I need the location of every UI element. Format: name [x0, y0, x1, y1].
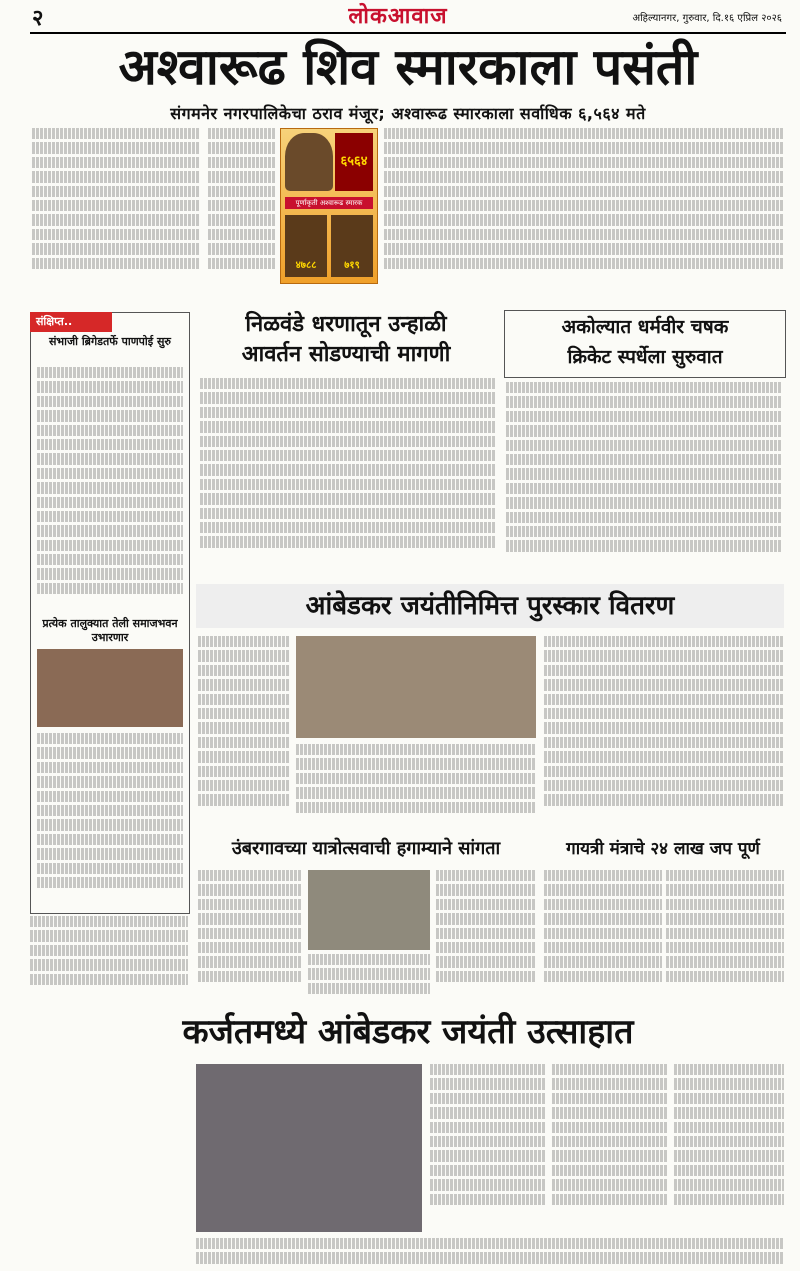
- karjat-footer-lines: [196, 1238, 784, 1268]
- gayatri-col2: [666, 870, 784, 996]
- brief-2-body: [37, 733, 183, 907]
- page-number: २: [32, 6, 44, 31]
- ambedkar-award-col1: [198, 636, 290, 826]
- gayatri-col1: [544, 870, 662, 996]
- masthead-logo: लोकआवाज: [348, 4, 448, 29]
- briefs-label: संक्षिप्त..: [30, 312, 112, 332]
- gayatri-headline: गायत्री मंत्राचे २४ लाख जप पूर्ण: [566, 839, 760, 859]
- ambedkar-award-headline: आंबेडकर जयंतीनिमित्त पुरस्कार वितरण: [196, 584, 784, 628]
- brief-2-title: प्रत्येक तालुक्यात तेली समाजभवन उभारणार: [42, 617, 178, 644]
- ambedkar-award-col3: [544, 636, 784, 826]
- brief-1-body: [37, 367, 183, 609]
- poster-votes-main: ६५६४: [335, 133, 373, 191]
- award-ceremony-photo: [296, 636, 536, 738]
- shivaji-memorial-poster: [280, 128, 378, 284]
- wrestling-photo: [308, 870, 430, 950]
- poster-votes-left: ४७८८: [285, 215, 327, 277]
- lead-headline: अश्वारूढ शिव स्मारकाला पसंती: [118, 37, 698, 96]
- brief-1-title: संभाजी ब्रिगेडतर्फे पाणपोई सुरु: [48, 335, 172, 348]
- lead-column-3: [384, 128, 784, 286]
- lead-column-1: [32, 128, 200, 286]
- equestrian-statue-icon: [285, 133, 333, 191]
- ambedkar-award-col2: [296, 744, 536, 826]
- briefs-sidebar: [30, 312, 190, 914]
- header-rule: [30, 32, 786, 34]
- akole-body: [506, 382, 782, 568]
- umbargaon-headline: उंबरगावच्या यात्रोत्सवाची हगाम्याने सांगता: [231, 838, 501, 859]
- karjat-rally-photo: [196, 1064, 422, 1232]
- karjat-col2: [552, 1064, 668, 1232]
- poster-votes-right: ७१९: [331, 215, 373, 277]
- lead-subhead: संगमनेर नगरपालिकेचा ठराव मंजूर; अश्वारूढ स्मारकाला सर्वाधिक ६,५६४ मते: [170, 104, 646, 123]
- lead-column-2: [208, 128, 276, 286]
- umbargaon-col1: [198, 870, 302, 996]
- poster-caption: पूर्णाकृती अश्वारूढ स्मारक: [285, 197, 373, 209]
- akole-headline-line2: क्रिकेट स्पर्धेला सुरुवात: [567, 346, 723, 368]
- nilwande-body: [200, 378, 496, 568]
- umbargaon-col2: [308, 954, 430, 996]
- karjat-col3: [674, 1064, 784, 1232]
- nilwande-headline-line2: आवर्तन सोडण्याची मागणी: [241, 342, 451, 367]
- umbargaon-col3: [436, 870, 536, 996]
- karjat-col1: [430, 1064, 546, 1232]
- dateline: अहिल्यानगर, गुरुवार, दि.१६ एप्रिल २०२६: [632, 13, 782, 24]
- nilwande-headline-line1: निळवंडे धरणातून उन्हाळी: [245, 312, 447, 337]
- samajbhavan-photo: [37, 649, 183, 727]
- akole-headline-box: [504, 310, 786, 378]
- akole-headline-line1: अकोल्यात धर्मवीर चषक: [561, 316, 729, 338]
- brief-2-continuation: [30, 916, 188, 996]
- karjat-headline: कर्जतमध्ये आंबेडकर जयंती उत्साहात: [182, 1012, 634, 1052]
